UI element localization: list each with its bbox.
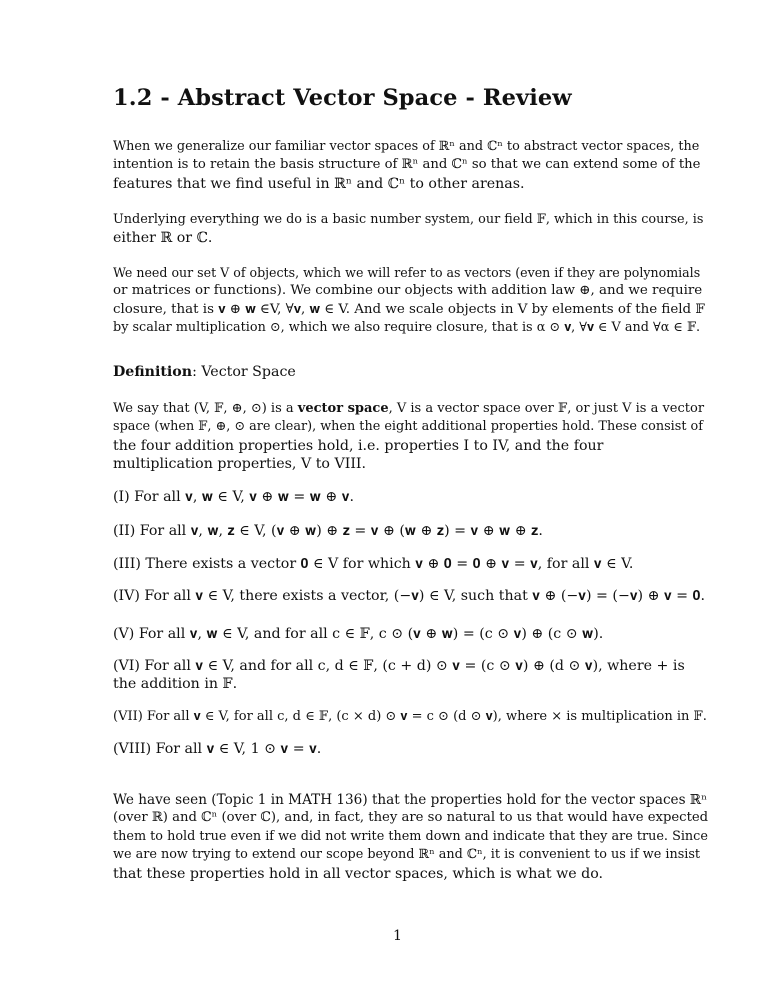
property-5: [113, 625, 708, 643]
text-line: intention is to retain the basis structure of ℝⁿ and ℂⁿ so that we can extend some of the: [113, 157, 701, 173]
text-line: We need our set V of objects, which we will refer to as vectors (even if they are polynomials: [113, 265, 701, 280]
text-line: the four addition properties hold, i.e. properties I to IV, and the four: [113, 437, 604, 454]
set-paragraph: [113, 264, 708, 338]
text-line: multiplication properties, V to VIII.: [113, 456, 367, 473]
text-line: either ℝ or ℂ.: [113, 230, 213, 247]
definition-label: Definition: [113, 364, 193, 380]
property-8: [113, 740, 708, 758]
text-line: When we generalize our familiar vector spaces of ℝⁿ and ℂⁿ to abstract vector spaces, the: [113, 139, 700, 154]
text-line: (III) There exists a vector 𝟎 ∈ V for which 𝐯 ⊕ 𝟎 = 𝟎 ⊕ 𝐯 = 𝐯, for all 𝐯 ∈ V.: [113, 556, 634, 572]
text-line: We have seen (Topic 1 in MATH 136) that the properties hold for the vector spaces ℝⁿ: [113, 792, 708, 808]
property-6: [113, 657, 708, 694]
definition-paragraph: [113, 400, 708, 474]
text-run: We say that (V, 𝔽, ⊕, ⊙) is a: [113, 401, 298, 416]
text-line: [113, 400, 708, 418]
definition-heading: [113, 364, 296, 380]
section-title: 1.2 - Abstract Vector Space - Review: [113, 85, 572, 111]
term-vector-space: vector space: [297, 401, 389, 416]
property-7: [113, 708, 708, 726]
text-line: (I) For all 𝐯, 𝐰 ∈ V, 𝐯 ⊕ 𝐰 = 𝐰 ⊕ 𝐯.: [113, 489, 354, 505]
text-line: (over ℝ) and ℂⁿ (over ℂ), and, in fact, they are so natural to us that would have expected: [113, 810, 709, 826]
text-line: (VII) For all 𝐯 ∈ V, for all c, d ∈ 𝔽, (c × d) ⊙ 𝐯 = c ⊙ (d ⊙ 𝐯), where × is multiplication in 𝔽.: [113, 709, 707, 724]
text-line: closure, that is 𝐯 ⊕ 𝐰 ∈V, ∀𝐯, 𝐰 ∈ V. And we scale objects in V by elements of the field 𝔽: [113, 301, 705, 317]
text-line: we are now trying to extend our scope beyond ℝⁿ and ℂⁿ, it is convenient to us if we insist: [113, 847, 701, 863]
text-line: (IV) For all 𝐯 ∈ V, there exists a vector, (−𝐯) ∈ V, such that 𝐯 ⊕ (−𝐯) = (−𝐯) ⊕ 𝐯 = 𝟎.: [113, 588, 705, 604]
text-line: (V) For all 𝐯, 𝐰 ∈ V, and for all c ∈ 𝔽, c ⊙ (𝐯 ⊕ 𝐰) = (c ⊙ 𝐯) ⊕ (c ⊙ 𝐰).: [113, 626, 604, 642]
field-paragraph: [113, 211, 708, 248]
text-line: that these properties hold in all vector spaces, which is what we do.: [113, 865, 604, 882]
text-line: them to hold true even if we did not write them down and indicate that they are true. Since: [113, 828, 708, 844]
text-line: (II) For all 𝐯, 𝐰, 𝐳 ∈ V, (𝐯 ⊕ 𝐰) ⊕ 𝐳 = 𝐯 ⊕ (𝐰 ⊕ 𝐳) = 𝐯 ⊕ 𝐰 ⊕ 𝐳.: [113, 523, 543, 539]
text-line: (VI) For all 𝐯 ∈ V, and for all c, d ∈ 𝔽, (c + d) ⊙ 𝐯 = (c ⊙ 𝐯) ⊕ (d ⊙ 𝐯), where + is: [113, 658, 685, 674]
text-line: or matrices or functions). We combine our objects with addition law ⊕, and we require: [113, 283, 703, 299]
property-3: [113, 555, 708, 573]
property-2: [113, 522, 708, 540]
page-number: 1: [393, 928, 403, 944]
text-line: space (when 𝔽, ⊕, ⊙ are clear), when the eight additional properties hold. These consist of: [113, 419, 703, 435]
closing-paragraph: [113, 791, 708, 883]
text-line: features that we find useful in ℝⁿ and ℂⁿ to other arenas.: [113, 175, 525, 192]
property-1: [113, 488, 708, 506]
definition-title: : Vector Space: [192, 364, 296, 380]
text-line: the addition in 𝔽.: [113, 676, 238, 693]
text-line: Underlying everything we do is a basic number system, our field 𝔽, which in this course, is: [113, 212, 704, 227]
property-4: [113, 587, 708, 605]
text-run: , V is a vector space over 𝔽, or just V is a vector: [388, 401, 705, 416]
intro-paragraph: [113, 138, 708, 193]
text-line: by scalar multiplication ⊙, which we also require closure, that is α ⊙ 𝐯, ∀𝐯 ∈ V and ∀α ∈ 𝔽.: [113, 320, 701, 336]
text-line: (VIII) For all 𝐯 ∈ V, 1 ⊙ 𝐯 = 𝐯.: [113, 741, 322, 757]
